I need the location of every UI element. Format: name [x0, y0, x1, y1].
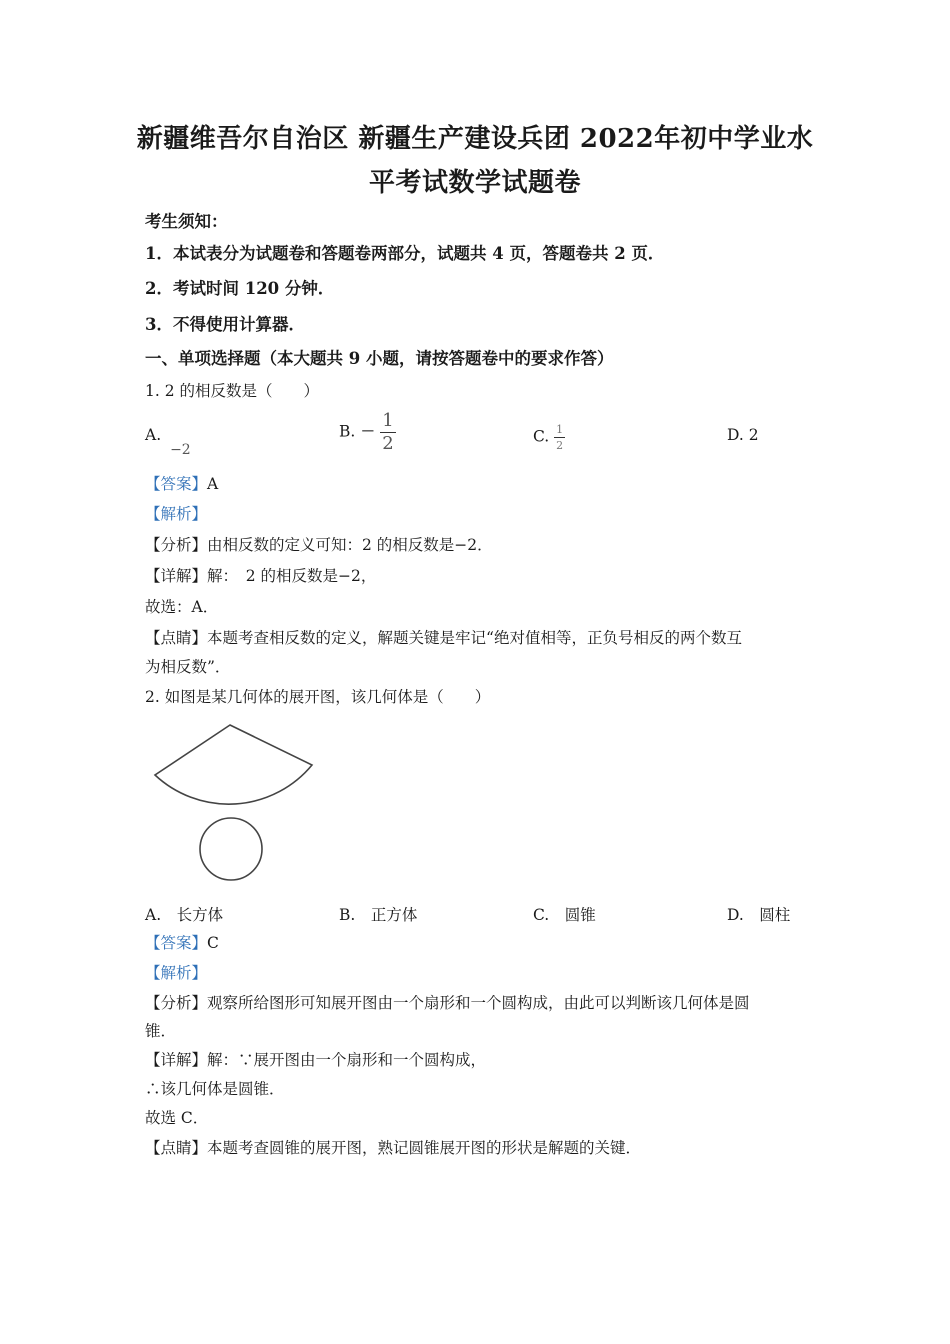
q1-dianjing-tag: 【点睛】: [145, 629, 208, 647]
q2-xiangjie-tag: 【详解】: [145, 1051, 208, 1069]
q2-answer-tag: 【答案】: [145, 934, 208, 952]
doc-title-line1: 新疆维吾尔自治区 新疆生产建设兵团 2022年初中学业水: [136, 124, 814, 154]
q2-fenxi: [145, 991, 750, 1013]
q1-option-c-denominator: 2: [556, 439, 564, 452]
q1-xiangjie-tag: 【详解】: [145, 567, 208, 585]
q1-option-b-denominator: 2: [382, 433, 394, 454]
q2-answer-value: C: [207, 934, 219, 952]
q1-option-a-value: −2: [170, 442, 191, 458]
q1-xiangjie-text: 解： 2 的相反数是−2，: [207, 567, 377, 585]
q1-guxuan: 故选：A．: [145, 598, 219, 616]
q1-option-a-label: A.: [145, 426, 162, 444]
q2-therefore: ∴该几何体是圆锥．: [145, 1080, 285, 1098]
q1-fenxi: [145, 533, 493, 555]
section1-heading: 一、单项选择题（本大题共 9 小题，请按答题卷中的要求作答）: [145, 349, 614, 368]
q2-xiangjie: [145, 1048, 486, 1070]
notice-item-3: 3．不得使用计算器．: [145, 315, 305, 334]
q1-dianjing-cont: 为相反数”．: [145, 658, 231, 676]
q1-option-c-label: C.: [533, 427, 550, 446]
q1-option-a: [145, 426, 191, 458]
q2-fenxi-tag: 【分析】: [145, 994, 208, 1012]
q1-answer-tag: 【答案】: [145, 475, 208, 493]
q2-option-a: A. 长方体: [145, 906, 224, 924]
q2-stem: 2. 如图是某几何体的展开图，该几何体是（ ）: [145, 688, 491, 706]
q1-option-c-numerator: 1: [556, 423, 564, 436]
notice-item-1: 1．本试表分为试题卷和答题卷两部分，试题共 4 页，答题卷共 2 页．: [145, 244, 665, 263]
q2-option-b: B. 正方体: [339, 906, 418, 924]
q1-dianjing-text: 本题考查相反数的定义，解题关键是牢记“绝对值相等，正负号相反的两个数互: [207, 629, 742, 647]
q2-option-c: C. 圆锥: [533, 906, 596, 924]
q2-analysis-tag: 【解析】: [145, 964, 208, 982]
cone-net-sector: [155, 725, 312, 804]
q1-option-b: [339, 412, 396, 453]
q2-dianjing-text: 本题考查圆锥的展开图，熟记圆锥展开图的形状是解题的关键．: [207, 1139, 642, 1157]
q2-dianjing: [145, 1136, 641, 1158]
q2-guxuan: 故选 C．: [145, 1109, 209, 1127]
q1-fenxi-tag: 【分析】: [145, 536, 208, 554]
q1-dianjing: [145, 626, 742, 648]
q2-dianjing-tag: 【点睛】: [145, 1139, 208, 1157]
notice-item-2: 2．考试时间 120 分钟．: [145, 279, 335, 298]
cone-net-figure: [145, 715, 325, 890]
q1-analysis-tag: 【解析】: [145, 505, 208, 523]
q1-option-b-sign: −: [360, 420, 376, 442]
q1-option-c: [533, 424, 565, 451]
q2-xiangjie-text: 解：∵展开图由一个扇形和一个圆构成，: [207, 1051, 487, 1069]
q1-answer: [145, 472, 218, 494]
q1-option-b-label: B.: [339, 422, 356, 441]
q1-option-b-fraction: [380, 412, 395, 453]
q1-fenxi-text: 由相反数的定义可知：2 的相反数是−2．: [207, 536, 493, 554]
q1-xiangjie: [145, 564, 376, 586]
cone-net-base-circle: [200, 818, 262, 880]
q1-answer-value: A: [207, 475, 219, 493]
q1-option-d: D. 2: [727, 426, 759, 444]
q2-answer: [145, 931, 219, 953]
notice-heading: 考生须知：: [145, 212, 228, 231]
q1-option-b-numerator: 1: [382, 410, 394, 431]
q2-fenxi-cont: 锥．: [145, 1022, 177, 1040]
q1-stem: 1. 2 的相反数是（ ）: [145, 382, 320, 400]
doc-title-line2: 平考试数学试题卷: [368, 168, 581, 198]
q2-fenxi-text: 观察所给图形可知展开图由一个扇形和一个圆构成，由此可以判断该几何体是圆: [207, 994, 750, 1012]
q1-option-c-fraction: [554, 424, 565, 451]
q2-option-d: D. 圆柱: [727, 906, 791, 924]
